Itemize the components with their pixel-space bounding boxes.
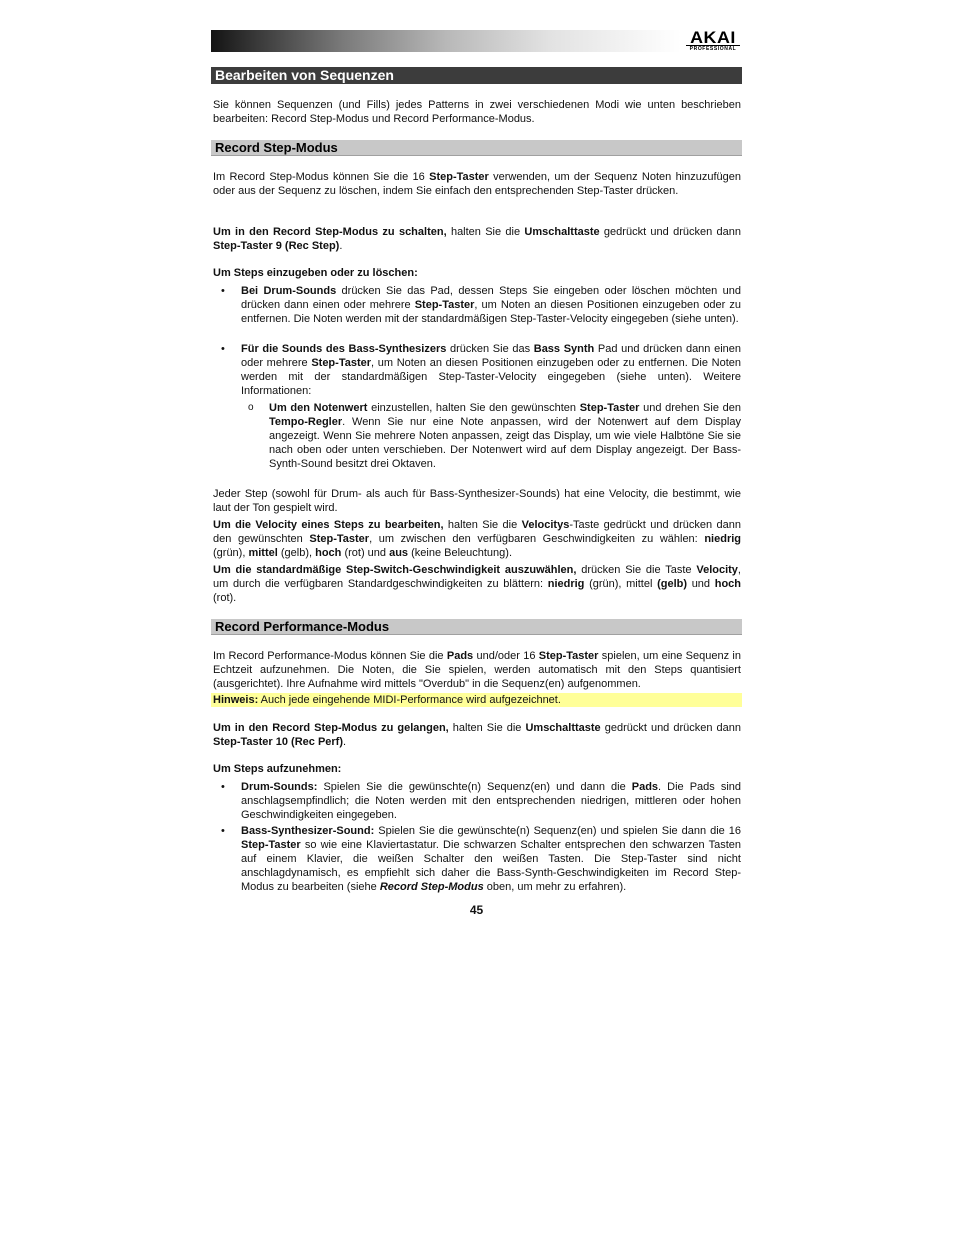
bullet-dot: • <box>221 825 225 837</box>
akai-logo <box>684 30 742 52</box>
velocity-paragraph: Jeder Step (sowohl für Drum- als auch für Bass-Synthesizer-Sounds) hat eine Velocity, die bestimmt, wie laut der Ton gespielt wird. <box>213 488 741 514</box>
bullet-dot: • <box>221 781 225 793</box>
list-item-drum-sounds-perf: Drum-Sounds: Spielen Sie die gewünschte(n) Sequenz(en) und dann die Pads. Die Pads sind anschlagsempfindlich; die Noten werden mit den entsprechenden niedrigen, mittleren oder hohen Geschwindigkeiten eingegeben. <box>241 781 742 821</box>
section-heading-step-mode: Record Step-Modus <box>211 140 742 156</box>
header-gradient-bar <box>211 30 681 52</box>
note-highlight: Hinweis: Auch jede eingehende MIDI-Performance wird aufgezeichnet. <box>211 693 742 707</box>
logo-subtitle: PROFESSIONAL <box>686 45 740 52</box>
section-heading-performance-mode: Record Performance-Modus <box>211 619 742 635</box>
step-mode-paragraph-1: Im Record Step-Modus können Sie die 16 Step-Taster verwenden, um der Sequenz Noten hinzuzufügen oder aus der Sequenz zu löschen, indem Sie einfach den entsprechenden Step-Taster drücken. <box>213 171 742 197</box>
default-velocity-paragraph: Um die standardmäßige Step-Switch-Geschwindigkeit auszuwählen, drücken Sie die Taste Velocity, um durch die verfügbaren Standardgeschwindigkeiten zu blättern: niedrig (grün), mittel (gelb) und hoch (rot). <box>213 564 741 604</box>
step-mode-paragraph-2: Um in den Record Step-Modus zu schalten, halten Sie die Umschalttaste gedrückt und drücken dann Step-Taster 9 (Rec Step). <box>213 226 741 252</box>
performance-mode-paragraph-1: Im Record Performance-Modus können Sie die Pads und/oder 16 Step-Taster spielen, um eine Sequenz in Echtzeit aufzunehmen. Die Noten, die Sie spielen, werden automatisch mit den Steps quantisiert (ausgerichtet). Ihre Aufnahme wird mittels "Overdub" in die Sequenz(en) aufgenommen. <box>213 650 741 690</box>
bullet-circle: o <box>248 402 254 413</box>
page-number: 45 <box>469 903 484 917</box>
record-steps-subheading: Um Steps aufzunehmen: <box>213 763 342 775</box>
logo-wordmark: AKAI <box>690 28 736 47</box>
list-item-drum-sounds: Bei Drum-Sounds drücken Sie das Pad, dessen Steps Sie eingeben oder löschen möchten und drücken dann einen oder mehrere Step-Taster, um Noten an diesen Positionen einzugeben oder zu entfernen. Die Noten werden mit der standardmäßigen Step-Taster-Velocity eingegeben (siehe unten). <box>241 285 741 325</box>
list-item-bass-synth: Für die Sounds des Bass-Synthesizers drücken Sie das Bass Synth Pad und drücken dann einen oder mehrere Step-Taster, um Noten an diesen Positionen einzugeben oder zu entfernen. Die Noten werden mit der standardmäßigen Step-Taster-Velocity eingegeben (siehe unten). Weitere Informationen: <box>241 343 741 397</box>
page-title: Bearbeiten von Sequenzen <box>211 67 742 84</box>
edit-velocity-paragraph: Um die Velocity eines Steps zu bearbeiten, halten Sie die Velocitys-Taste gedrückt und drücken dann den gewünschten Step-Taster, um zwischen den verfügbaren Geschwindigkeiten zu wählen: niedrig (grün), mittel (gelb), hoch (rot) und aus (keine Beleuchtung). <box>213 519 741 559</box>
intro-paragraph: Sie können Sequenzen (und Fills) jedes Patterns in zwei verschiedenen Modi wie unten beschrieben bearbeiten: Record Step-Modus und Record Performance-Modus. <box>213 99 741 125</box>
performance-mode-paragraph-2: Um in den Record Step-Modus zu gelangen, halten Sie die Umschalttaste gedrückt und drücken dann Step-Taster 10 (Rec Perf). <box>213 722 741 748</box>
bullet-dot: • <box>221 343 225 355</box>
list-item-bass-synth-perf: Bass-Synthesizer-Sound: Spielen Sie die gewünschte(n) Sequenz(en) und spielen Sie dann die 16 Step-Taster so wie eine Klaviertastatur. Die schwarzen Schalter entsprechen den schwarzen Tasten auf einem Klavier, die weißen Schalter den weißen Tasten. Die Step-Taster sind nicht anschlagdynamisch, es empfiehlt sich daher die Bass-Synth-Geschwindigkeiten im Record Step-Modus zu bearbeiten (siehe Record Step-Modus oben, um mehr zu erfahren). <box>241 825 741 893</box>
sub-list-item-note-value: Um den Notenwert einzustellen, halten Sie den gewünschten Step-Taster und drehen Sie den Tempo-Regler. Wenn Sie nur eine Note anpassen, wird der Notenwert auf dem Display angezeigt. Wenn Sie mehrere Noten anpassen, zeigt das Display, um wie viele Halbtöne Sie sie nach oben oder unten verschieben. Der Notenwert wird auf dem Display angezeigt. Der Bass-Synth-Sound besitzt drei Oktaven. <box>269 402 741 470</box>
bullet-dot: • <box>221 285 225 297</box>
steps-subheading: Um Steps einzugeben oder zu löschen: <box>213 267 418 279</box>
